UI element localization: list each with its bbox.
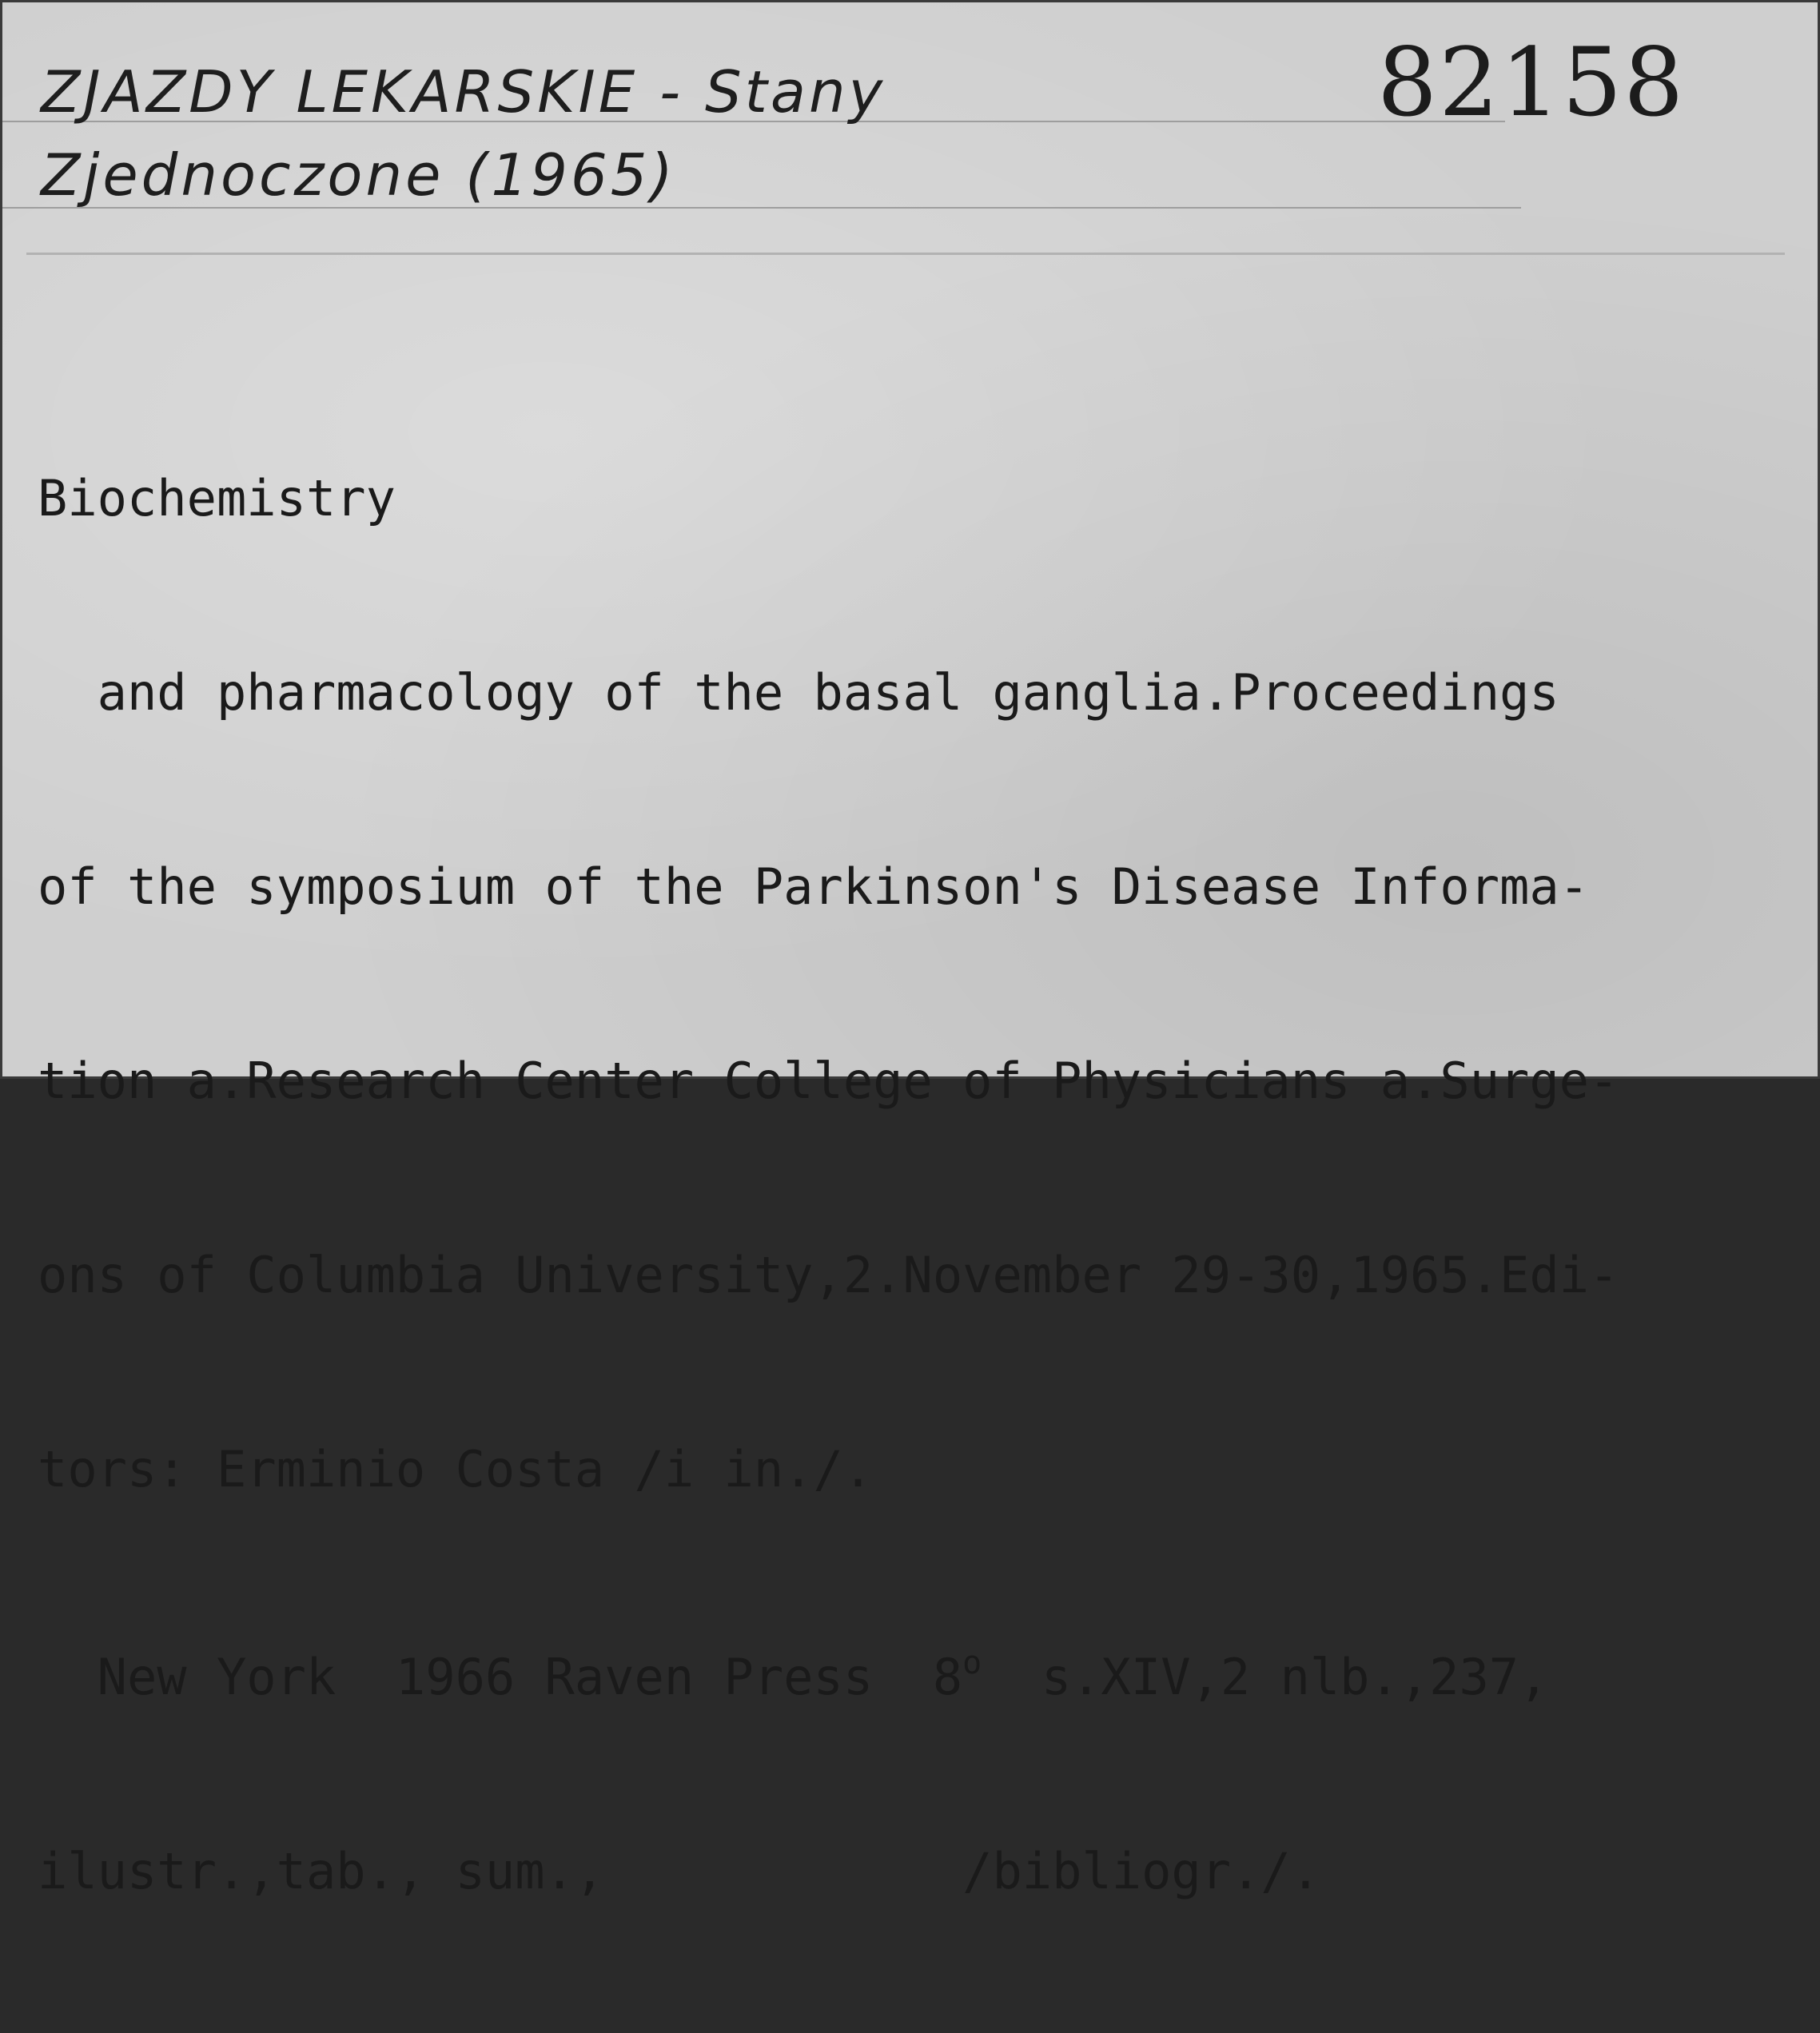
record-line: and pharmacology of the basal ganglia.Proceedings [38,663,1559,722]
record-line: tion a.Research Center College of Physicians a.Surge- [38,1052,1619,1110]
record-line-title: Biochemistry [38,469,396,527]
format-superscript: o [962,1645,982,1681]
subject-heading-line-1: ZJAZDY LEKARSKIE - Stany [41,58,886,125]
pagination-text: s.XIV,2 nlb.,237, [982,1648,1549,1706]
call-number: 82158 [1377,27,1686,137]
record-line-imprint [38,1631,1619,1709]
subject-heading [41,50,886,217]
ruled-line [26,253,1785,255]
record-line: ilustr.,tab., sum., /bibliogr./. [38,1842,1321,1900]
imprint-text: New York 1966 Raven Press 8 [38,1648,963,1706]
subject-heading-line-2: Zjednoczone (1965) [41,141,676,209]
bibliographic-record [38,336,1619,2033]
record-line: of the symposium of the Parkinson's Disease Informa- [38,857,1590,916]
record-line: ons of Columbia University,2.November 29-30,1965.Edi- [38,1246,1619,1304]
record-line: tors: Erminio Costa /i in./. [38,1440,874,1498]
